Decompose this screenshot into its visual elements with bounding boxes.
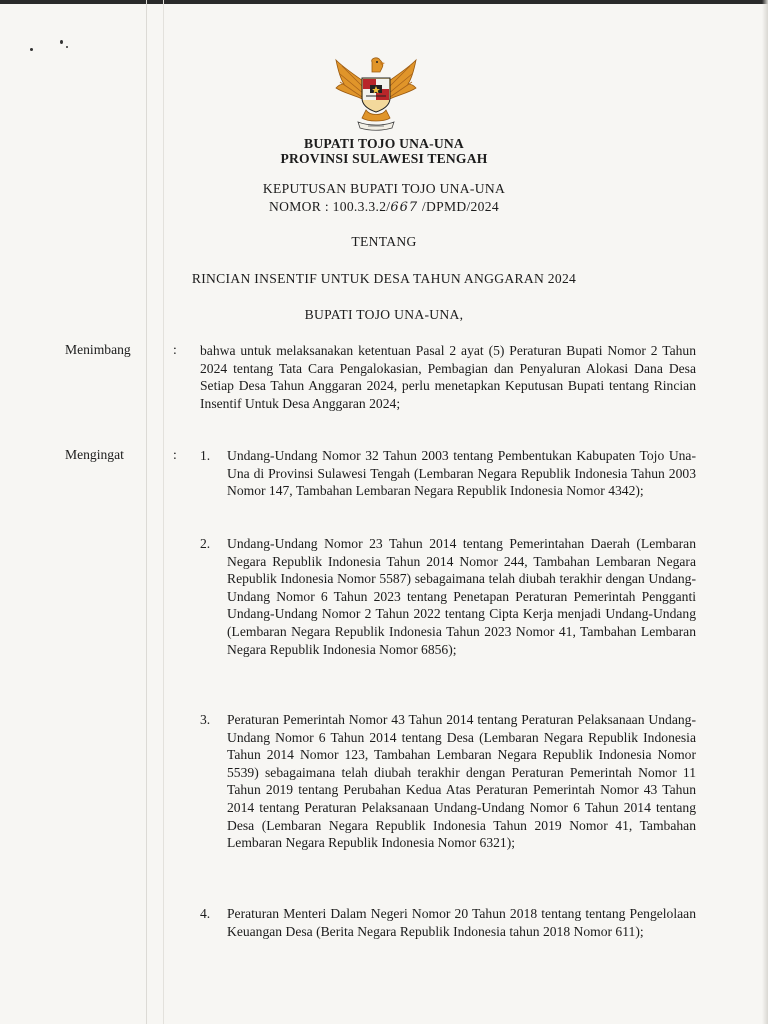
item-number: 2. — [200, 536, 211, 551]
mengingat-item — [200, 535, 696, 658]
item-number: 1. — [200, 448, 211, 463]
mengingat-item — [200, 711, 696, 852]
mengingat-label: Mengingat — [65, 447, 124, 462]
garuda-emblem-icon — [330, 54, 422, 134]
decree-number-prefix: NOMOR : 100.3.3.2/ — [269, 199, 391, 214]
menimbang-label: Menimbang — [65, 342, 131, 357]
about-label: TENTANG — [351, 234, 417, 249]
item-text: Peraturan Pemerintah Nomor 43 Tahun 2014 tentang Peraturan Pelaksanaan Undang-Undang Nomor 6 Tahun 2014 tentang Desa (Lembaran Negara Republik Indonesia Tahun 2014 Nomor 123, Tambahan Lembaran Negara Republik Indonesia Nomor 5539) sebagaimana telah diubah terakhir dengan Peraturan Pemerintah Nomor 11 Tahun 2019 tentang Perubahan Kedua Atas Peraturan Pemerintah Nomor 43 Tahun 2014 tentang Peraturan Pelaksanaan Undang-Undang Nomor 6 Tahun 2014 tentang Desa (Lembaran Negara Republik Indonesia Tahun 2019 Nomor 41, Tambahan Lembaran Negara Republik Indonesia Nomor 6321); — [227, 712, 696, 851]
mengingat-colon: : — [173, 447, 177, 462]
item-text: Peraturan Menteri Dalam Negeri Nomor 20 Tahun 2018 tentang tentang Pengelolaan Keuangan Desa (Berita Negara Republik Indonesia tahun 2018 Nomor 611); — [227, 906, 696, 939]
item-text: Undang-Undang Nomor 32 Tahun 2003 tentang Pembentukan Kabupaten Tojo Una-Una di Provinsi Sulawesi Tengah (Lembaran Negara Republik Indonesia Tahun 2003 Nomor 147, Tambahan Lembaran Negara Republik Indonesia Nomor 4342); — [227, 448, 696, 499]
mengingat-item — [200, 447, 696, 500]
item-number: 4. — [200, 906, 211, 921]
decree-number — [0, 199, 768, 215]
mengingat-item — [200, 905, 696, 940]
menimbang-colon: : — [173, 342, 177, 357]
decree-issuer: BUPATI TOJO UNA-UNA, — [304, 307, 464, 322]
item-number: 3. — [200, 712, 211, 727]
decree-title: KEPUTUSAN BUPATI TOJO UNA-UNA — [262, 181, 506, 196]
decree-number-handwritten: 667 — [390, 200, 419, 215]
menimbang-text: bahwa untuk melaksanakan ketentuan Pasal 2 ayat (5) Peraturan Bupati Nomor 2 Tahun 2024 tentang Tata Cara Pengalokasian, Pembagian dan Penyaluran Alokasi Dana Desa Setiap Desa Tahun Anggaran 2024, perlu menetapkan Keputusan Bupati tentang Rincian Insentif Untuk Desa Anggaran 2024; — [200, 343, 696, 411]
regency-heading: BUPATI TOJO UNA-UNA — [304, 136, 464, 151]
scan-speck — [66, 46, 68, 48]
decree-subject: RINCIAN INSENTIF UNTUK DESA TAHUN ANGGARAN 2024 — [191, 271, 577, 286]
scan-speck — [30, 48, 33, 51]
scan-speck — [60, 40, 63, 44]
scan-top-edge — [0, 0, 768, 4]
province-heading: PROVINSI SULAWESI TENGAH — [280, 151, 488, 166]
item-text: Undang-Undang Nomor 23 Tahun 2014 tentang Pemerintahan Daerah (Lembaran Negara Republik Indonesia Tahun 2014 Nomor 244, Tambahan Lembaran Negara Republik Indonesia Nomor 5587) sebagaimana telah diubah terakhir dengan Undang-Undang Nomor 6 Tahun 2023 tentang Penetapan Peraturan Pemerintah Pengganti Undang-Undang Nomor 2 Tahun 2022 tentang Cipta Kerja menjadi Undang-Undang (Lembaran Negara Republik Indonesia Tahun 2023 Nomor 41, Tambahan Lembaran Negara Republik Indonesia Nomor 6856); — [227, 536, 696, 657]
decree-number-suffix: /DPMD/2024 — [418, 199, 499, 214]
